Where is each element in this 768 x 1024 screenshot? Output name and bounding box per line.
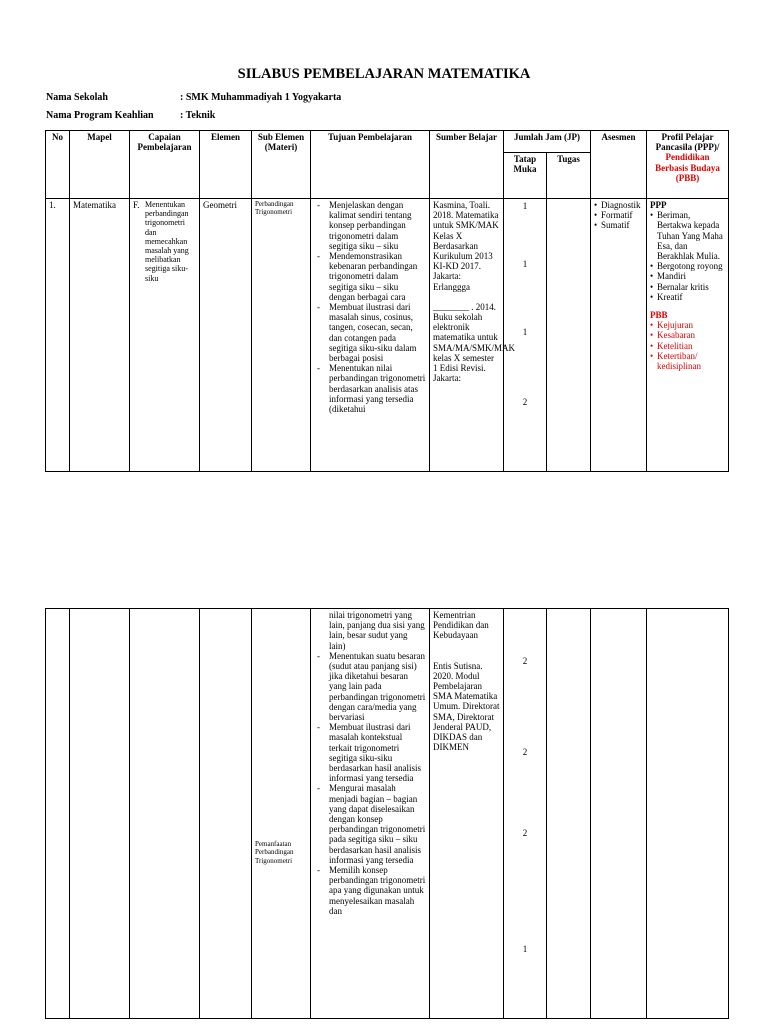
- table-row: [46, 609, 729, 1019]
- row-capaian: [130, 199, 200, 472]
- info-school: [46, 92, 341, 103]
- row-tujuan: [311, 199, 430, 472]
- info-program: [46, 110, 215, 121]
- pbb-item: • Ketertiban/ kedisiplinan: [650, 351, 725, 371]
- row-tujuan: [311, 609, 430, 1019]
- row-elemen: Geometri: [200, 199, 252, 472]
- header-profil-pbb: Pendidikan Berbasis Budaya (PBB): [655, 152, 720, 183]
- asesmen-item: • Diagnostik: [594, 200, 643, 210]
- table-row: [46, 199, 729, 472]
- row-sumber: [430, 609, 504, 1019]
- header-asesmen: Asesmen: [591, 131, 647, 199]
- page-title: SILABUS PEMBELAJARAN MATEMATIKA: [237, 66, 531, 82]
- row-profil: [647, 609, 729, 1019]
- header-mapel: Mapel: [70, 131, 130, 199]
- info-label: Nama Program Keahlian: [46, 110, 154, 121]
- capaian-letter: F.: [133, 200, 140, 210]
- row-mapel: Matematika: [70, 199, 130, 472]
- ppp-item: • Mandiri: [650, 271, 725, 281]
- header-capaian: Capaian Pembelajaran: [130, 131, 200, 199]
- row-asesmen: [591, 609, 647, 1019]
- row-tatap-muka: [504, 609, 547, 1019]
- pbb-label: PBB: [650, 310, 668, 321]
- row-asesmen: [591, 199, 647, 472]
- header-no: No: [46, 131, 70, 199]
- header-tujuan: Tujuan Pembelajaran: [311, 131, 430, 199]
- header-profil: [647, 131, 729, 199]
- sumber-text: ________ . 2014. Buku sekolah elektronik matematika untuk SMA/MA/SMK/MAK kelas X semester 1 Edisi Revisi. Jakarta:: [433, 301, 516, 384]
- ppp-item: • Bergotong royong: [650, 261, 725, 271]
- header-tatap-muka: Tatap Muka: [504, 153, 547, 199]
- row-sub-elemen: Perbandingan Trigonometri: [252, 199, 311, 472]
- info-value: : Teknik: [180, 110, 216, 121]
- row-capaian: [130, 609, 200, 1019]
- ppp-item: • Beriman, Bertakwa kepada Tuhan Yang Maha Esa, dan Berakhlak Mulia.: [650, 210, 725, 261]
- jp-value: 1: [522, 259, 528, 269]
- syllabus-table-page-1: [45, 130, 729, 472]
- tujuan-item: - Mendemonstrasikan kebenaran perbandingan trigonometri dalam segitiga siku – siku dengan berbagai cara: [314, 251, 426, 302]
- tujuan-item: - Menentukan nilai perbandingan trigonometri berdasarkan analisis atas informasi yang tersedia (diketahui: [314, 363, 426, 414]
- ppp-item: • Bernalar kritis: [650, 282, 725, 292]
- header-sumber: Sumber Belajar: [430, 131, 504, 199]
- row-sub-elemen: [252, 609, 311, 1019]
- pbb-item: • Ketelitian: [650, 341, 725, 351]
- row-tatap-muka: [504, 199, 547, 472]
- header-jumlah-jam: Jumlah Jam (JP): [504, 131, 591, 153]
- tujuan-item: - Mengurai masalah menjadi bagian – bagian yang dapat diselesaikan dengan konsep perbandingan trigonometri pada segitiga siku – siku berdasarkan hasil analisis informasi yang tersedia: [314, 783, 426, 865]
- capaian-text: Menentukan perbandingan trigonometri dan memecahkan masalah yang melibatkan segitiga siku-siku: [145, 200, 189, 283]
- tujuan-item: - Menjelaskan dengan kalimat sendiri tentang konsep perbandingan trigonometri dalam segitiga siku – siku: [314, 200, 426, 251]
- header-profil-ppp: Profil Pelajar Pancasila (PPP)/: [655, 132, 720, 153]
- jp-value: 2: [522, 397, 528, 407]
- tujuan-continued: nilai trigonometri yang lain, panjang dua sisi yang lain, besar sudut yang lain): [329, 610, 425, 651]
- sumber-text: Entis Sutisna. 2020. Modul Pembelajaran SMA Matematika Umum. Direktorat SMA, Direktorat Jenderal PAUD, DIKDAS dan DIKMEN: [433, 660, 500, 753]
- row-no: [46, 609, 70, 1019]
- header-tugas: Tugas: [547, 153, 591, 199]
- tujuan-item: - Membuat ilustrasi dari masalah sinus, cosinus, tangen, cosecan, secan, dan cotangen pada segitiga siku-siku dalam berbagai posisi: [314, 302, 426, 363]
- tujuan-item: - Menentukan suatu besaran (sudut atau panjang sisi) jika diketahui besaran yang lain pada perbandingan trigonometri dengan cara/media yang bervariasi: [314, 651, 426, 722]
- jp-value: 1: [522, 201, 528, 211]
- syllabus-table-page-2: [45, 608, 729, 1019]
- row-mapel: [70, 609, 130, 1019]
- row-no: 1.: [46, 199, 70, 472]
- jp-value: 2: [522, 656, 528, 666]
- jp-value: 2: [522, 828, 528, 838]
- sumber-text: Kasmina, Toali. 2018. Matematika untuk SMK/MAK Kelas X Berdasarkan Kurikulum 2013 KI-KD 2017. Jakarta: Erlanggga: [433, 200, 499, 292]
- pbb-item: • Kesabaran: [650, 330, 725, 340]
- asesmen-item: • Formatif: [594, 210, 643, 220]
- row-tugas: [547, 609, 591, 1019]
- ppp-item: • Kreatif: [650, 292, 725, 302]
- header-elemen: Elemen: [200, 131, 252, 199]
- tujuan-item: - Memilih konsep perbandingan trigonometri apa yang digunakan untuk menyelesaikan masalah dan: [314, 865, 426, 916]
- row-sumber: [430, 199, 516, 472]
- header-sub-elemen: Sub Elemen (Materi): [252, 131, 311, 199]
- ppp-label: PPP: [650, 200, 667, 210]
- info-label: Nama Sekolah: [46, 92, 108, 103]
- row-profil: [647, 199, 729, 472]
- asesmen-item: • Sumatif: [594, 220, 643, 230]
- jp-value: 1: [522, 944, 528, 954]
- sumber-text: Kementrian Pendidikan dan Kebudayaan: [433, 610, 489, 641]
- row-tugas: [547, 199, 591, 472]
- jp-value: 1: [522, 327, 528, 337]
- tujuan-item: - Membuat ilustrasi dari masalah kontekstual terkait trigonometri segitiga siku-siku berdasarkan hasil analisis informasi yang tersedia: [314, 722, 426, 783]
- info-value: : SMK Muhammadiyah 1 Yogyakarta: [180, 92, 342, 103]
- sub-elemen-text: Pemanfaatan Perbandingan Trigonometri: [255, 840, 294, 865]
- pbb-item: • Kejujuran: [650, 320, 725, 330]
- jp-value: 2: [522, 747, 528, 757]
- row-elemen: [200, 609, 252, 1019]
